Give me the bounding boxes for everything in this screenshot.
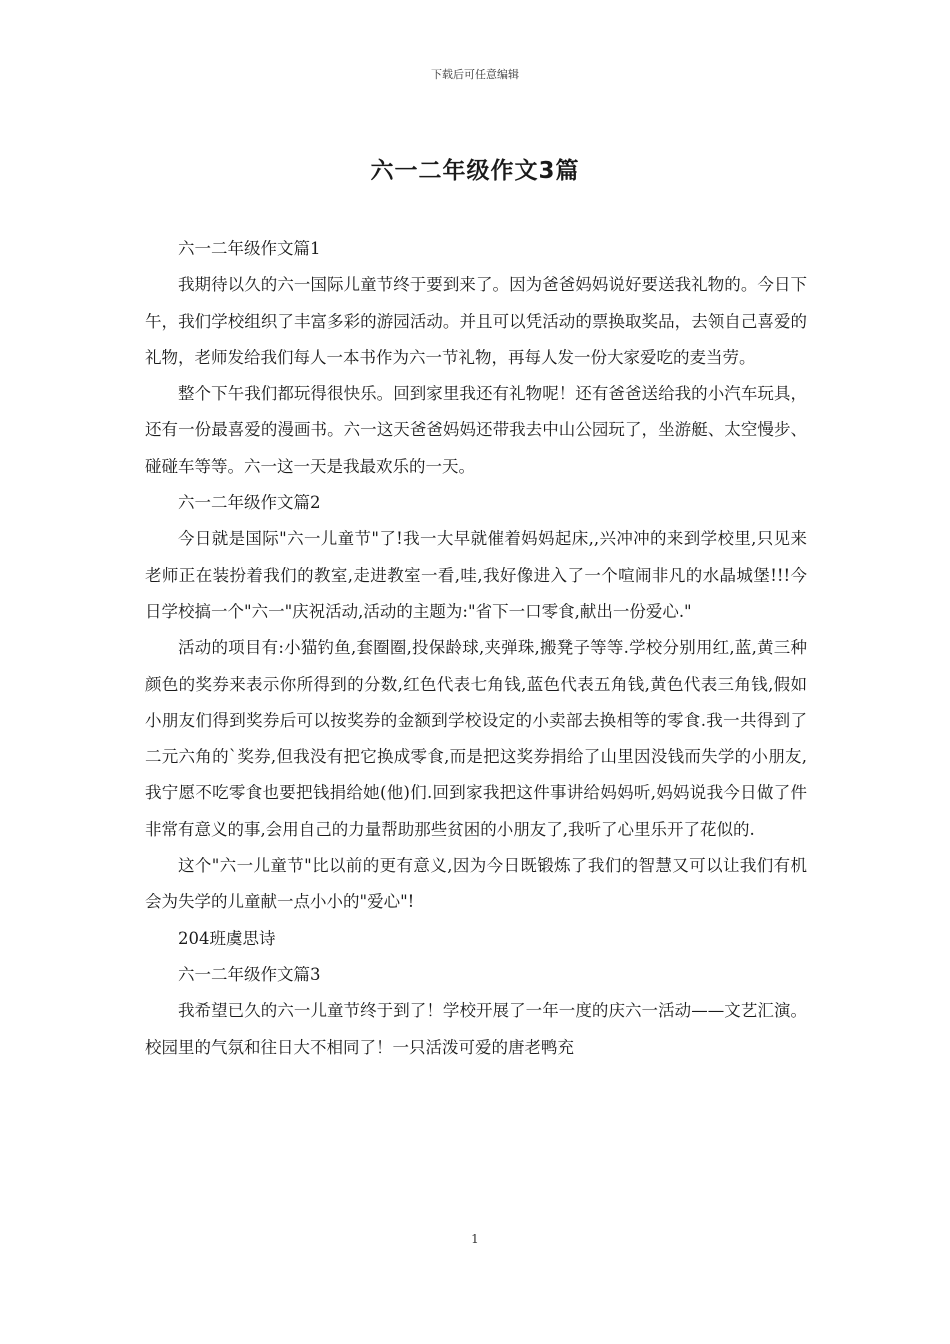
paragraph: 这个"六一儿童节"比以前的更有意义,因为今日既锻炼了我们的智慧又可以让我们有机会为失学的儿童献一点小小的"爱心"! <box>145 856 807 912</box>
paragraph: 我期待以久的六一国际儿童节终于要到来了。因为爸爸妈妈说好要送我礼物的。今日下午，我们学校组织了丰富多彩的游园活动。并且可以凭活动的票换取奖品，去领自己喜爱的礼物，老师发给我们每人一本书作为六一节礼物，再每人发一份大家爱吃的麦当劳。 <box>145 275 807 367</box>
paragraph: 今日就是国际"六一儿童节"了!我一大早就催着妈妈起床,,兴冲冲的来到学校里,只见来老师正在装扮着我们的教室,走进教室一看,哇,我好像进入了一个喧闹非凡的水晶城堡!!!今日学校搞一个"六一"庆祝活动,活动的主题为:"省下一口零食,献出一份爱心." <box>145 529 807 621</box>
document-title: 六一二年级作文3篇 <box>370 158 580 184</box>
document-body <box>145 231 807 1066</box>
section-heading-1: 六一二年级作文篇1 <box>178 239 321 258</box>
header-note: 下载后可任意编辑 <box>431 68 519 81</box>
paragraph: 整个下午我们都玩得很快乐。回到家里我还有礼物呢！还有爸爸送给我的小汽车玩具，还有一份最喜爱的漫画书。六一这天爸爸妈妈还带我去中山公园玩了，坐游艇、太空慢步、碰碰车等等。六一这一天是我最欢乐的一天。 <box>145 384 807 476</box>
page-number: 1 <box>471 1232 479 1246</box>
section-heading-2: 六一二年级作文篇2 <box>178 493 321 513</box>
section-heading-3: 六一二年级作文篇3 <box>178 964 321 984</box>
author-signature: 204班虞思诗 <box>178 928 276 948</box>
paragraph: 我希望已久的六一儿童节终于到了！学校开展了一年一度的庆六一活动——文艺汇演。校园里的气氛和往日大不相同了！一只活泼可爱的唐老鸭充 <box>145 1001 807 1057</box>
paragraph: 活动的项目有:小猫钓鱼,套圈圈,投保龄球,夹弹珠,搬凳子等等.学校分别用红,蓝,黄三种颜色的奖券来表示你所得到的分数,红色代表七角钱,蓝色代表五角钱,黄色代表三角钱,假如小朋友们得到奖券后可以按奖券的金额到学校设定的小卖部去换相等的零食.我一共得到了二元六角的`奖券,但我没有把它换成零食,而是把这奖券捐给了山里因没钱而失学的小朋友,我宁愿不吃零食也要把钱捐给她(他)们.回到家我把这件事讲给妈妈听,妈妈说我今日做了件非常有意义的事,会用自己的力量帮助那些贫困的小朋友了,我听了心里乐开了花似的. <box>145 638 807 839</box>
